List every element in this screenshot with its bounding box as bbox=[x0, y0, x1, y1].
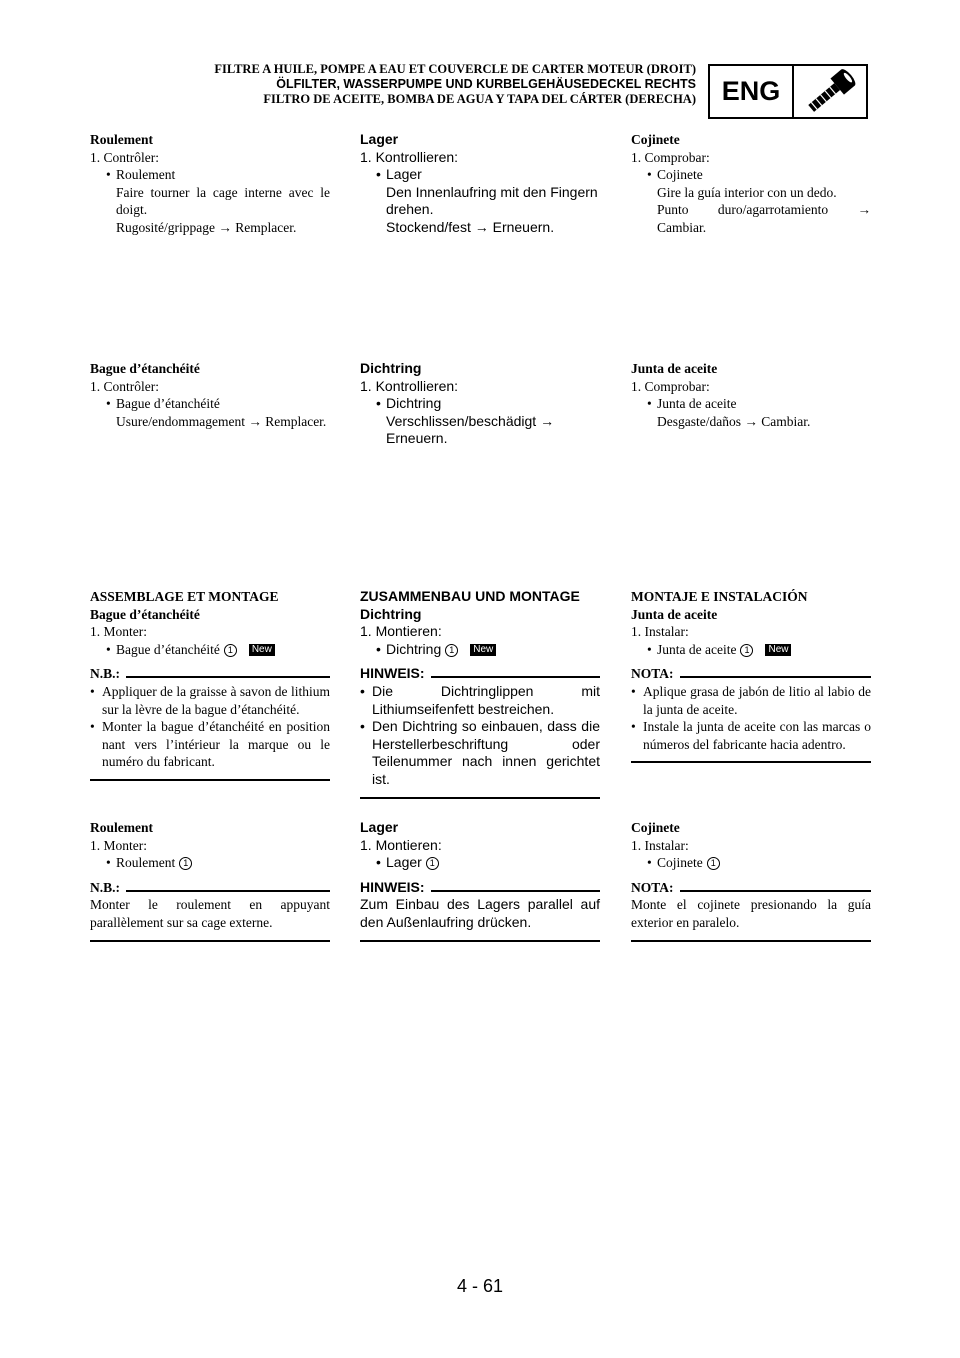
es-note-header bbox=[631, 879, 871, 897]
de-bearing-install-bullet-text: Lager bbox=[386, 854, 422, 871]
es-bearing-install bbox=[631, 819, 871, 942]
header-title-fr: FILTRE A HUILE, POMPE A EAU ET COUVERCLE DE CARTER MOTEUR (DROIT) bbox=[214, 62, 696, 76]
new-part-badge: New bbox=[470, 644, 496, 656]
es-assembly-subtitle: Junta de aceite bbox=[631, 606, 718, 622]
fr-assembly-subtitle: Bague d’étanchéité bbox=[90, 606, 200, 622]
de-note-item: • Den Dichtring so einbauen, dass die Herstellerbeschriftung oder Teilenummer nach innen gerichtet ist. bbox=[360, 718, 600, 788]
es-assembly-bullet-text: Junta de aceite bbox=[657, 641, 737, 657]
de-bearing-install-bullet bbox=[360, 854, 600, 872]
fr-assembly bbox=[90, 588, 330, 781]
fr-bearing-bullet: • Roulement bbox=[90, 166, 330, 184]
es-oilseal-line: Desgaste/daños → Cambiar. bbox=[657, 413, 811, 429]
es-oilseal-bullet: • Junta de aceite bbox=[631, 395, 871, 413]
column-french bbox=[90, 131, 330, 951]
fr-oilseal-step: 1. Contrôler: bbox=[90, 378, 159, 394]
section-header bbox=[60, 62, 696, 107]
ref-number: 1 bbox=[179, 857, 192, 870]
de-assembly-step: 1. Montieren: bbox=[360, 623, 442, 640]
de-assembly-subtitle: Dichtring bbox=[360, 605, 422, 622]
note-label: NOTA: bbox=[631, 666, 674, 682]
note-label: NOTA: bbox=[631, 879, 674, 895]
es-bearing-install-bullet bbox=[631, 854, 871, 872]
fr-note-item: • Monter la bague d’étanchéité en position nant vers l’intérieur la marque ou le numéro du fabricant. bbox=[90, 718, 330, 771]
fr-oilseal-line: Usure/endommagement → Remplacer. bbox=[116, 413, 327, 429]
ref-number: 1 bbox=[445, 644, 458, 657]
note-label: HINWEIS: bbox=[360, 878, 425, 895]
fr-bearing-title: Roulement bbox=[90, 132, 153, 147]
fr-note-header bbox=[90, 879, 330, 897]
note-end-rule bbox=[360, 940, 600, 942]
new-part-badge: New bbox=[765, 644, 791, 656]
es-assembly-title: MONTAJE E INSTALACIÓN bbox=[631, 589, 808, 604]
de-bearing-install bbox=[360, 819, 600, 942]
fr-bearing-install-bullet-text: Roulement bbox=[116, 855, 176, 871]
es-assembly bbox=[631, 588, 871, 763]
es-note-item: • Aplique grasa de jabón de litio al labio de la junta de aceite. bbox=[631, 683, 871, 718]
ref-number: 1 bbox=[740, 644, 753, 657]
fr-bearing-line: Faire tourner la cage interne avec le doigt. bbox=[116, 184, 330, 218]
note-rule bbox=[126, 676, 330, 678]
fr-bearing-install-title: Roulement bbox=[90, 820, 153, 835]
fr-bearing-install bbox=[90, 819, 330, 942]
de-bearing-line: Stockend/fest → Erneuern. bbox=[386, 218, 555, 235]
es-bearing-check bbox=[631, 131, 871, 237]
de-oilseal-step: 1. Kontrollieren: bbox=[360, 377, 459, 394]
note-label: N.B.: bbox=[90, 879, 120, 895]
note-rule bbox=[680, 890, 872, 892]
fr-bearing-install-bullet bbox=[90, 854, 330, 872]
es-oilseal-title: Junta de aceite bbox=[631, 361, 718, 376]
de-bearing-check bbox=[360, 131, 600, 237]
de-note-text: Zum Einbau des Lagers parallel auf den Außenlaufring drücken. bbox=[360, 896, 600, 930]
new-part-badge: New bbox=[249, 644, 275, 656]
de-note-header bbox=[360, 665, 600, 683]
fr-assembly-step: 1. Monter: bbox=[90, 624, 147, 640]
de-note-item: • Die Dichtringlippen mit Lithiumseifenfett bestreichen. bbox=[360, 683, 600, 718]
es-oilseal-step: 1. Comprobar: bbox=[631, 378, 710, 394]
ref-number: 1 bbox=[224, 644, 237, 657]
note-end-rule bbox=[360, 797, 600, 799]
column-spanish bbox=[631, 131, 871, 951]
es-assembly-step: 1. Instalar: bbox=[631, 624, 689, 640]
note-end-rule bbox=[631, 761, 871, 763]
es-bearing-line: Gire la guía interior con un dedo. bbox=[657, 184, 837, 200]
note-rule bbox=[431, 890, 600, 892]
es-bearing-install-step: 1. Instalar: bbox=[631, 837, 689, 853]
es-bearing-title: Cojinete bbox=[631, 132, 680, 147]
es-oilseal-check bbox=[631, 360, 871, 430]
es-note-header bbox=[631, 665, 871, 683]
de-bearing-install-title: Lager bbox=[360, 819, 399, 835]
de-assembly bbox=[360, 588, 600, 799]
de-assembly-bullet-text: Dichtring bbox=[386, 640, 442, 657]
de-assembly-bullet bbox=[360, 641, 600, 659]
de-bearing-install-step: 1. Montieren: bbox=[360, 836, 442, 853]
es-note-item: • Instale la junta de aceite con las marcas o números del fabricante hacia adentro. bbox=[631, 718, 871, 753]
note-label: N.B.: bbox=[90, 666, 120, 682]
note-end-rule bbox=[90, 940, 330, 942]
de-note-header bbox=[360, 879, 600, 897]
column-german bbox=[360, 131, 600, 951]
ref-number: 1 bbox=[426, 857, 439, 870]
header-title-de: ÖLFILTER, WASSERPUMPE UND KURBELGEHÄUSEDECKEL RECHTS bbox=[276, 77, 696, 91]
es-bearing-step: 1. Comprobar: bbox=[631, 149, 710, 165]
fr-oilseal-title: Bague d’étanchéité bbox=[90, 361, 200, 376]
note-end-rule bbox=[90, 779, 330, 781]
eng-badge-label: ENG bbox=[710, 66, 794, 117]
de-oilseal-line: Verschlissen/beschädigt → Erneuern. bbox=[386, 412, 555, 447]
fr-note-item: • Appliquer de la graisse à savon de lithium sur la lèvre de la bague d’étanchéité. bbox=[90, 683, 330, 718]
page-number: 4 - 61 bbox=[456, 1276, 504, 1296]
de-bearing-title: Lager bbox=[360, 131, 399, 147]
es-assembly-bullet bbox=[631, 641, 871, 659]
note-label: HINWEIS: bbox=[360, 665, 425, 682]
fr-assembly-bullet bbox=[90, 641, 330, 659]
es-bearing-line: Punto duro/agarrotamiento → Cambiar. bbox=[657, 202, 871, 235]
fr-bearing-install-step: 1. Monter: bbox=[90, 837, 147, 853]
de-oilseal-title: Dichtring bbox=[360, 360, 422, 376]
fr-note-text: Monter le roulement en appuyant parallèlement sur sa cage externe. bbox=[90, 897, 330, 930]
de-oilseal-check bbox=[360, 360, 600, 448]
de-bearing-line: Den Innenlaufring mit den Fingern drehen. bbox=[386, 183, 598, 218]
fr-oilseal-check bbox=[90, 360, 330, 430]
fr-bearing-step: 1. Contrôler: bbox=[90, 149, 159, 165]
note-rule bbox=[126, 890, 330, 892]
es-bearing-bullet: • Cojinete bbox=[631, 166, 871, 184]
note-rule bbox=[431, 676, 600, 678]
de-assembly-title: ZUSAMMENBAU UND MONTAGE bbox=[360, 588, 580, 604]
fr-assembly-bullet-text: Bague d’étanchéité bbox=[116, 641, 220, 657]
fr-oilseal-bullet: • Bague d’étanchéité bbox=[90, 395, 330, 413]
header-title-es: FILTRO DE ACEITE, BOMBA DE AGUA Y TAPA DEL CÁRTER (DERECHA) bbox=[263, 92, 696, 106]
es-bearing-install-title: Cojinete bbox=[631, 820, 680, 835]
de-bearing-step: 1. Kontrollieren: bbox=[360, 148, 459, 165]
de-oilseal-bullet: • Dichtring bbox=[360, 395, 600, 413]
es-bearing-install-bullet-text: Cojinete bbox=[657, 855, 703, 871]
note-rule bbox=[680, 676, 872, 678]
fr-bearing-check bbox=[90, 131, 330, 237]
fr-bearing-line: Rugosité/grippage → Remplacer. bbox=[116, 219, 297, 235]
ref-number: 1 bbox=[707, 857, 720, 870]
fr-note-header bbox=[90, 665, 330, 683]
engine-wrench-icon bbox=[794, 66, 866, 117]
de-bearing-bullet: • Lager bbox=[360, 166, 600, 184]
eng-badge bbox=[708, 64, 868, 119]
fr-assembly-title: ASSEMBLAGE ET MONTAGE bbox=[90, 589, 279, 604]
note-end-rule bbox=[631, 940, 871, 942]
es-note-text: Monte el cojinete presionando la guía exterior en paralelo. bbox=[631, 897, 871, 930]
